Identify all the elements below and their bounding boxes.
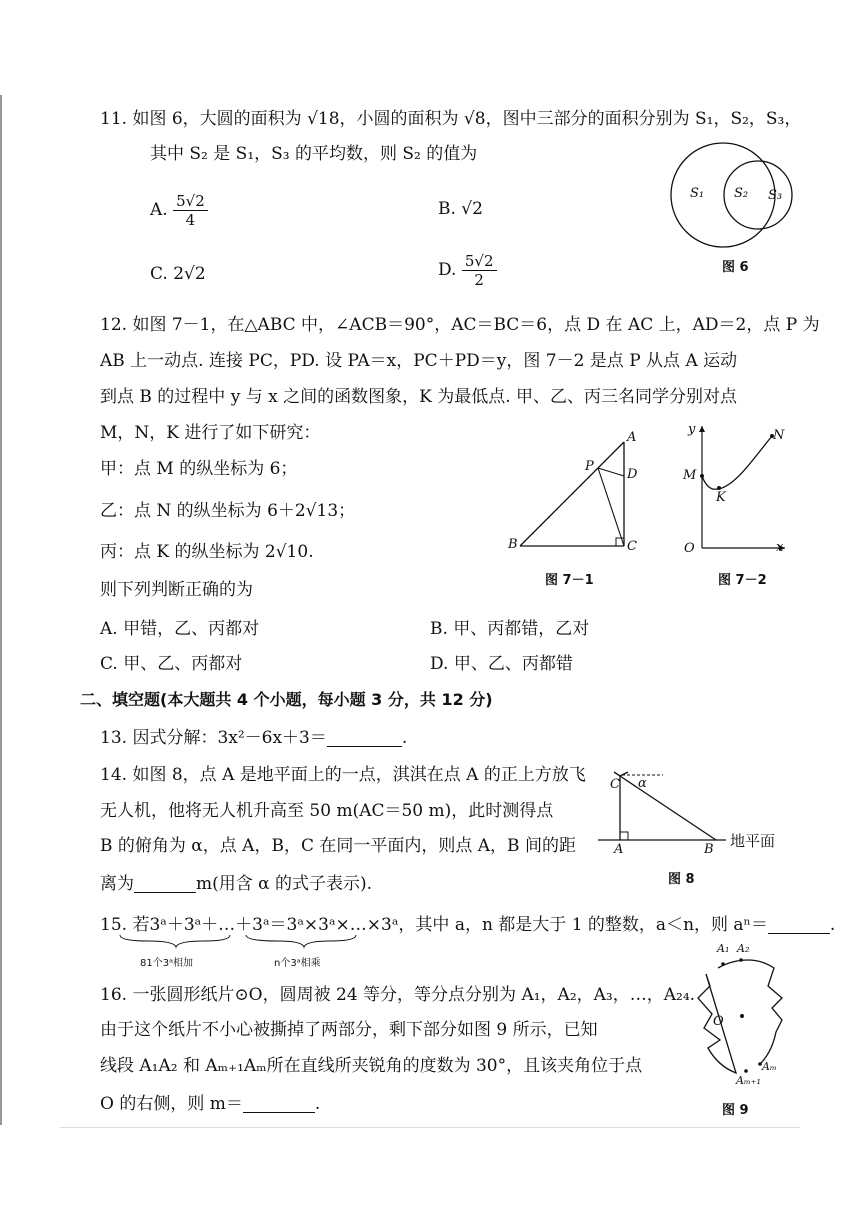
q14-line4: 离为 m(用含 α 的式子表示). bbox=[100, 874, 373, 894]
q15-braces bbox=[118, 933, 358, 949]
q12-line4: M，N，K 进行了如下研究： bbox=[100, 423, 321, 443]
fig9-label-Am: Aₘ bbox=[762, 1060, 777, 1073]
fig9-label-Am1: Aₘ₊₁ bbox=[736, 1074, 761, 1087]
q16-line2: 由于这个纸片不小心被撕掉了两部分，剩下部分如图 9 所示，已知 bbox=[100, 1020, 598, 1040]
fig6-label-s2: S₂ bbox=[734, 186, 749, 201]
q11-line1: 11. 如图 6，大圆的面积为 √18，小圆的面积为 √8，图中三部分的面积分别为 S₁，S₂，S₃， bbox=[100, 109, 802, 129]
q11-option-d: D. $\frac{5√2}{2}$ bbox=[438, 252, 497, 289]
q13-answer-blank[interactable] bbox=[327, 728, 402, 747]
q11-line2: 其中 S₂ 是 S₁，S₃ 的平均数，则 S₂ 的值为 bbox=[150, 144, 478, 164]
fig7-2-label-N: N bbox=[773, 428, 785, 443]
fig9-label-A1: A₁ bbox=[717, 942, 730, 955]
q12-option-d: D. 甲、乙、丙都错 bbox=[430, 654, 573, 674]
q14-line1: 14. 如图 8，点 A 是地平面上的一点，淇淇在点 A 的正上方放飞 bbox=[100, 765, 586, 785]
q15-line: 15. 若3ᵃ＋3ᵃ＋…＋3ᵃ＝3ᵃ×3ᵃ×…×3ᵃ，其中 a，n 都是大于 1 的整数，a＜n，则 aⁿ＝ . bbox=[100, 915, 836, 935]
fig9-label-O: O bbox=[713, 1014, 724, 1029]
q11-option-a: A. $\frac{5√2}{4}$ bbox=[150, 192, 208, 229]
q11-option-a-fraction: $\frac{5√2}{4}$ bbox=[173, 192, 208, 229]
fig8-label-B: B bbox=[704, 842, 714, 857]
fig7-1-label-B: B bbox=[508, 537, 518, 552]
fig9-label-A2: A₂ bbox=[737, 942, 750, 955]
q15-answer-blank[interactable] bbox=[768, 915, 830, 934]
q14-answer-blank[interactable] bbox=[134, 874, 196, 893]
fig8-label-A: A bbox=[614, 842, 624, 857]
figure-7-2-caption: 图 7－2 bbox=[718, 573, 767, 588]
page-edge-shadow bbox=[0, 95, 2, 1125]
fig7-1-label-A: A bbox=[627, 430, 637, 445]
q12-line1: 12. 如图 7－1，在△ABC 中，∠ACB＝90°，AC＝BC＝6，点 D 在 AC 上，AD＝2，点 P 为 bbox=[100, 315, 820, 335]
fig8-label-C: C bbox=[610, 777, 620, 792]
fig7-2-label-y: y bbox=[688, 422, 696, 437]
fig7-2-label-M: M bbox=[683, 468, 697, 483]
q12-statement-jia: 甲：点 M 的纵坐标为 6； bbox=[100, 459, 298, 479]
q12-option-a: A. 甲错，乙、丙都对 bbox=[100, 619, 260, 639]
q16-line4: O 的右侧，则 m＝ . bbox=[100, 1094, 321, 1114]
figure-8-caption: 图 8 bbox=[668, 872, 695, 887]
fig6-label-s3: S₃ bbox=[768, 188, 783, 203]
q11-option-d-fraction: $\frac{5√2}{2}$ bbox=[462, 252, 497, 289]
q12-line2: AB 上一动点. 连接 PC，PD. 设 PA＝x，PC＋PD＝y，图 7－2 是点 P 从点 A 运动 bbox=[100, 351, 738, 371]
fig8-label-alpha: α bbox=[638, 776, 647, 791]
q15-note-product: n个3ᵃ相乘 bbox=[274, 958, 321, 969]
q16-line1: 16. 一张圆形纸片⊙O，圆周被 24 等分，等分点分别为 A₁，A₂，A₃，…，A₂₄. bbox=[100, 985, 696, 1005]
figure-6-caption: 图 6 bbox=[722, 260, 749, 275]
q11-option-c: C. 2√2 bbox=[150, 264, 206, 284]
q12-question: 则下列判断正确的为 bbox=[100, 580, 253, 600]
q16-answer-blank[interactable] bbox=[243, 1094, 315, 1113]
q12-statement-bing: 丙：点 K 的纵坐标为 2√10. bbox=[100, 542, 314, 562]
q16-line3: 线段 A₁A₂ 和 Aₘ₊₁Aₘ所在直线所夹锐角的度数为 30°，且该夹角位于点 bbox=[100, 1056, 643, 1076]
fig7-1-label-D: D bbox=[627, 467, 638, 482]
fig7-1-label-P: P bbox=[585, 459, 594, 474]
fig7-1-label-C: C bbox=[627, 539, 637, 554]
q14-line3: B 的俯角为 α，点 A，B，C 在同一平面内，则点 A，B 间的距 bbox=[100, 836, 576, 856]
q12-line3: 到点 B 的过程中 y 与 x 之间的函数图象，K 为最低点. 甲、乙、丙三名同学分别对点 bbox=[100, 387, 738, 407]
q12-statement-yi: 乙：点 N 的纵坐标为 6＋2√13； bbox=[100, 501, 356, 521]
fig7-2-label-x: x bbox=[776, 540, 784, 555]
q12-option-b: B. 甲、丙都错，乙对 bbox=[430, 619, 590, 639]
figure-7-1-caption: 图 7－1 bbox=[545, 573, 594, 588]
page-bottom-rule bbox=[60, 1127, 800, 1128]
q11-option-b: B. √2 bbox=[438, 199, 483, 219]
figure-9-caption: 图 9 bbox=[722, 1103, 749, 1118]
q15-note-sum: 81个3ᵃ相加 bbox=[140, 958, 194, 969]
q14-line2: 无人机，他将无人机升高至 50 m(AC＝50 m)，此时测得点 bbox=[100, 801, 554, 821]
fig7-2-label-O: O bbox=[684, 541, 695, 556]
q13-line: 13. 因式分解：3x²－6x＋3＝ . bbox=[100, 728, 408, 748]
fig7-2-label-K: K bbox=[716, 490, 726, 505]
section-2-heading: 二、填空题(本大题共 4 个小题，每小题 3 分，共 12 分) bbox=[80, 690, 493, 709]
q12-option-c: C. 甲、乙、丙都对 bbox=[100, 654, 243, 674]
fig8-label-ground: 地平面 bbox=[730, 832, 776, 850]
fig6-label-s1: S₁ bbox=[690, 186, 705, 201]
